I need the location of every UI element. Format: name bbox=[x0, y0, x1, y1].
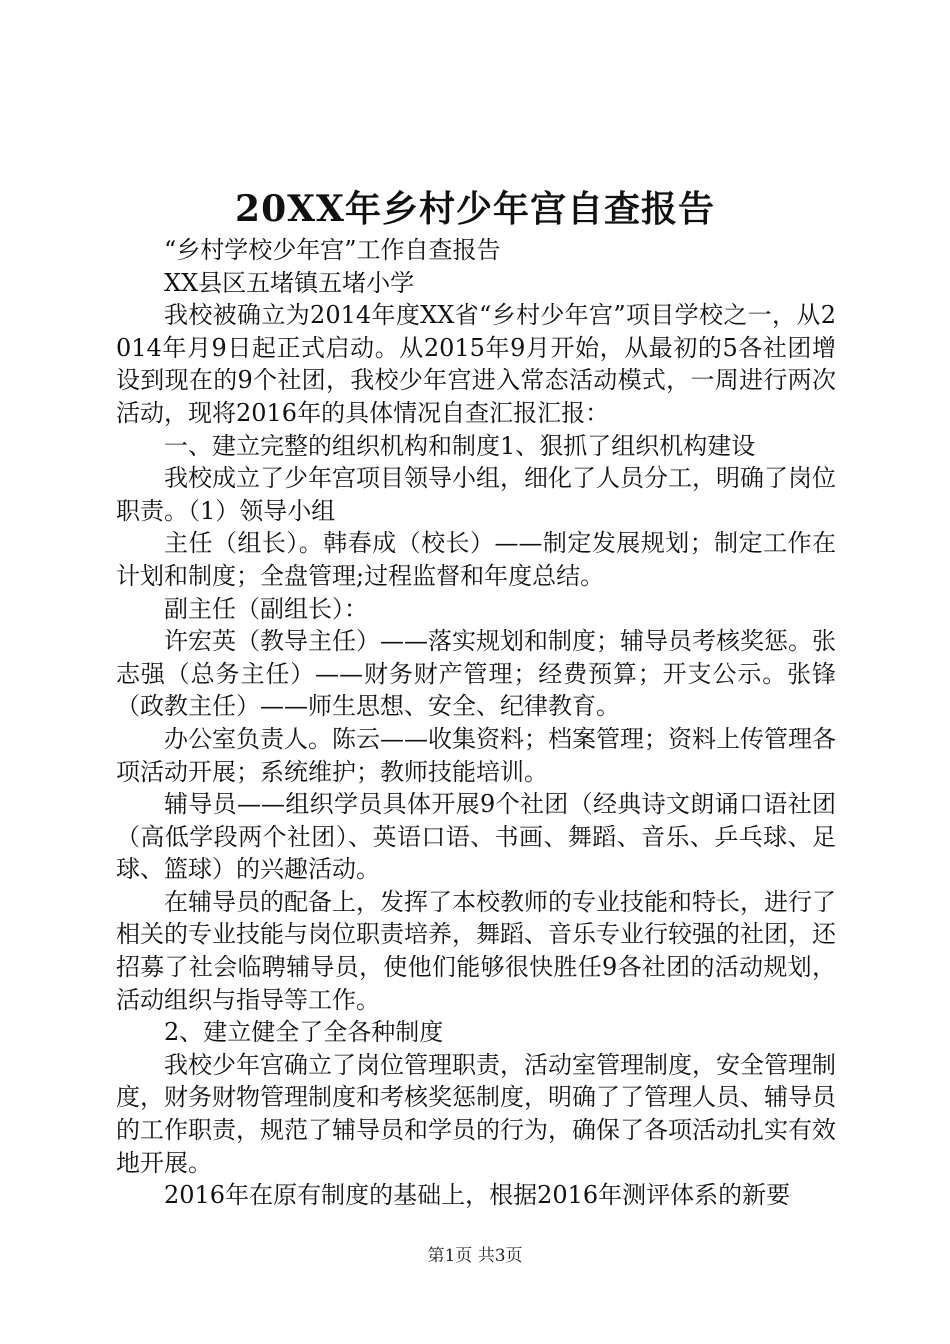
body-paragraph: 许宏英（教导主任）——落实规划和制度；辅导员考核奖惩。张志强（总务主任）——财务财产管理；经费预算；开支公示。张锋（政教主任）——师生思想、安全、纪律教育。 bbox=[116, 627, 836, 721]
page-number-footer: 第1页 共3页 bbox=[427, 1246, 523, 1266]
section-heading: 2、建立健全了全各种制度 bbox=[164, 1018, 444, 1047]
document-body bbox=[116, 234, 836, 1212]
body-paragraph: 在辅导员的配备上，发挥了本校教师的专业技能和特长，进行了相关的专业技能与岗位职责培养，舞蹈、音乐专业行较强的社团，还招募了社会临聘辅导员，使他们能够很快胜任9各社团的活动规划，活动组织与指导等工作。 bbox=[116, 887, 836, 1014]
body-paragraph: 辅导员——组织学员具体开展9个社团（经典诗文朗诵口语社团（高低学段两个社团）、英语口语、书画、舞蹈、音乐、乒乓球、足球、篮球）的兴趣活动。 bbox=[116, 790, 836, 884]
subtitle-paragraph: “乡村学校少年宫”工作自查报告 bbox=[164, 236, 501, 264]
body-paragraph: 2016年在原有制度的基础上，根据2016年测评体系的新要 bbox=[164, 1181, 791, 1210]
body-paragraph: 办公室负责人。陈云——收集资料；档案管理；资料上传管理各项活动开展；系统维护；教师技能培训。 bbox=[116, 724, 836, 786]
document-title: 20XX年乡村少年宫自查报告 bbox=[235, 188, 715, 230]
body-paragraph: 主任（组长）。韩春成（校长）——制定发展规划；制定工作在计划和制度；全盘管理;过程监督和年度总结。 bbox=[116, 529, 836, 590]
body-paragraph: 我校少年宫确立了岗位管理职责，活动室管理制度，安全管理制度，财务财物管理制度和考核奖惩制度，明确了了管理人员、辅导员的工作职责，规范了辅导员和学员的行为，确保了各项活动扎实有效地开展。 bbox=[116, 1050, 836, 1177]
school-name-paragraph: XX县区五堵镇五堵小学 bbox=[164, 268, 415, 297]
section-heading: 一、建立完整的组织机构和制度1、狠抓了组织机构建设 bbox=[164, 431, 756, 460]
body-paragraph: 我校成立了少年宫项目领导小组，细化了人员分工，明确了岗位职责。（1）领导小组 bbox=[116, 464, 836, 525]
body-paragraph: 我校被确立为2014年度XX省“乡村少年宫”项目学校之一，从2014年月9日起正式启动。从2015年9月开始，从最初的5各社团增设到现在的9个社团，我校少年宫进入常态活动模式，一周进行两次活动，现将2016年的具体情况自查汇报汇报： bbox=[116, 301, 836, 427]
body-paragraph: 副主任（副组长）： bbox=[164, 594, 368, 623]
